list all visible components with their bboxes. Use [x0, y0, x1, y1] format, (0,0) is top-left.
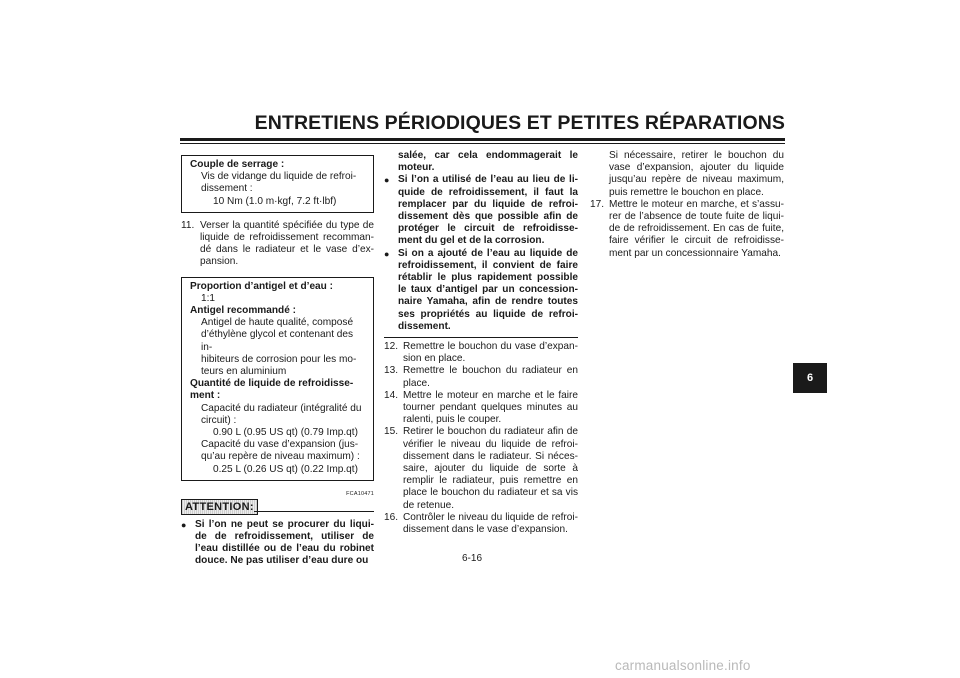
- bullet-icon: ●: [181, 519, 187, 530]
- reservoir-capacity-value: 0.25 L (0.26 US qt) (0.22 Imp.qt): [213, 463, 358, 475]
- attention-bullet-text: Si l’on ne peut se procurer du liqui-de de refroidissement, utiliser de l’eau distillée ou de l’eau du robinet douce. Ne pas utiliser d’eau dure ou: [195, 518, 374, 567]
- step-11: [181, 220, 374, 269]
- step-number: 16.: [384, 511, 399, 523]
- step-number: 11.: [181, 219, 195, 231]
- step-17: [590, 199, 784, 260]
- step-text: Remettre le bouchon du vase d’expan-sion en place.: [403, 341, 578, 365]
- step-text: Mettre le moteur en marche et le faire tourner pendant quelques minutes au ralenti, puis le couper.: [403, 389, 578, 426]
- attention-code: FCA10471: [346, 490, 374, 497]
- torque-label: Couple de serrage :: [190, 159, 285, 170]
- radiator-capacity-value: 0.90 L (0.95 US qt) (0.79 Imp.qt): [213, 427, 358, 439]
- step-text: Remettre le bouchon du radiateur en place.: [403, 365, 578, 389]
- reservoir-capacity-label-cont: qu’au repère de niveau maximum) :: [201, 451, 360, 463]
- torque-item: Vis de vidange du liquide de refroi-: [201, 171, 357, 183]
- ratio-label: Proportion d’antigel et d’eau :: [190, 280, 333, 292]
- step-11-line1: Verser la quantité spécifiée du type de: [200, 219, 374, 231]
- attention-bullet-3: [384, 248, 578, 333]
- bullet-icon: ●: [384, 175, 390, 186]
- step-16: [384, 512, 578, 536]
- attention-bullet-text: Si l’on a utilisé de l’eau au lieu de li-quide de refroidissement, il faut la remplacer par du liquide de refroi-dissement dès que possible afin de protéger le circuit de refroidisse-ment du gel et de la corrosion.: [398, 174, 578, 247]
- torque-value: 10 Nm (1.0 m·kgf, 7.2 ft·lbf): [213, 195, 337, 207]
- title-rule: [180, 138, 785, 141]
- step-number: 17.: [590, 198, 605, 210]
- torque-item-cont: dissement :: [201, 183, 253, 195]
- quantity-label: Quantité de liquide de refroidisse-: [190, 378, 354, 390]
- attention-rule: [254, 511, 374, 512]
- step-15: [384, 426, 578, 511]
- step-11-text: liquide de refroidissement recomman-dé dans le radiateur et le vase d’ex-pansion.: [200, 232, 374, 268]
- attention-bullet-text: Si on a ajouté de l’eau au liquide de refroidissement, il convient de faire rétablir le plus rapidement possible le taux d’antigel par un concession-naire Yamaha, afin de rendre toutes ses propriétés au liquide de refroi-dissement.: [398, 247, 578, 332]
- attention-header: [181, 490, 374, 516]
- attention-badge: ATTENTION:: [181, 499, 258, 515]
- antifreeze-line: Antigel de haute qualité, composé: [201, 317, 354, 329]
- radiator-capacity-label-cont: circuit) :: [201, 414, 237, 426]
- step-14: [384, 390, 578, 427]
- step-16-cont: Si nécessaire, retirer le bouchon du vase d’expansion, ajouter du liquide jusqu’au repère de niveau maximum, puis remettre le bouchon en place.: [609, 150, 784, 198]
- ratio-value: 1:1: [201, 292, 216, 304]
- watermark: carmanualsonline.info: [615, 658, 751, 673]
- step-text: Retirer le bouchon du radiateur afin de vérifier le niveau du liquide de refroi-dissement dans le radiateur. Si néces-saire, ajouter du liquide de sorte à remplir le radiateur, puis remettre en place le bouchon du radiateur et sa vis de retenue.: [403, 426, 578, 511]
- page-title: ENTRETIENS PÉRIODIQUES ET PETITES RÉPARATIONS: [254, 112, 785, 134]
- title-rule-thin: [180, 143, 785, 144]
- step-12: [384, 341, 578, 365]
- step-text: Mettre le moteur en marche, et s’assu-rer de l’absence de toute fuite de liqui-de de refroidissement. En cas de fuite, faire vérifier le circuit de refroidisse-ment par un concessionnaire Yamaha.: [609, 198, 784, 259]
- antifreeze-line: hibiteurs de corrosion pour les mo-: [201, 353, 357, 365]
- coolant-spec-box: [181, 277, 374, 481]
- radiator-capacity-label: Capacité du radiateur (intégralité du: [201, 402, 362, 414]
- antifreeze-line: teurs en aluminium: [201, 366, 287, 378]
- step-text: Contrôler le niveau du liquide de refroi-dissement dans le vase d’expansion.: [403, 511, 578, 536]
- step-number: 15.: [384, 426, 399, 438]
- column-3: [590, 150, 784, 260]
- bullet-icon: ●: [384, 248, 390, 259]
- attention-bullet-2: [384, 174, 578, 247]
- quantity-label-cont: ment :: [190, 390, 221, 402]
- column-1: [181, 155, 374, 568]
- attention-bullet-1: [181, 519, 374, 568]
- step-number: 12.: [384, 341, 399, 353]
- reservoir-capacity-label: Capacité du vase d’expansion (jus-: [201, 439, 359, 451]
- column-2: [384, 150, 578, 536]
- antifreeze-label: Antigel recommandé :: [190, 305, 297, 317]
- torque-spec-box: [181, 155, 374, 213]
- antifreeze-line: d’éthylène glycol et contenant des in-: [201, 329, 354, 353]
- step-13: [384, 365, 578, 389]
- attention-bullet-1-cont: salée, car cela endommagerait le moteur.: [398, 150, 578, 174]
- step-number: 14.: [384, 389, 399, 401]
- attention-end-rule: [384, 337, 578, 338]
- page-number: 6-16: [462, 553, 483, 564]
- chapter-tab: 6: [793, 363, 827, 393]
- step-number: 13.: [384, 365, 399, 377]
